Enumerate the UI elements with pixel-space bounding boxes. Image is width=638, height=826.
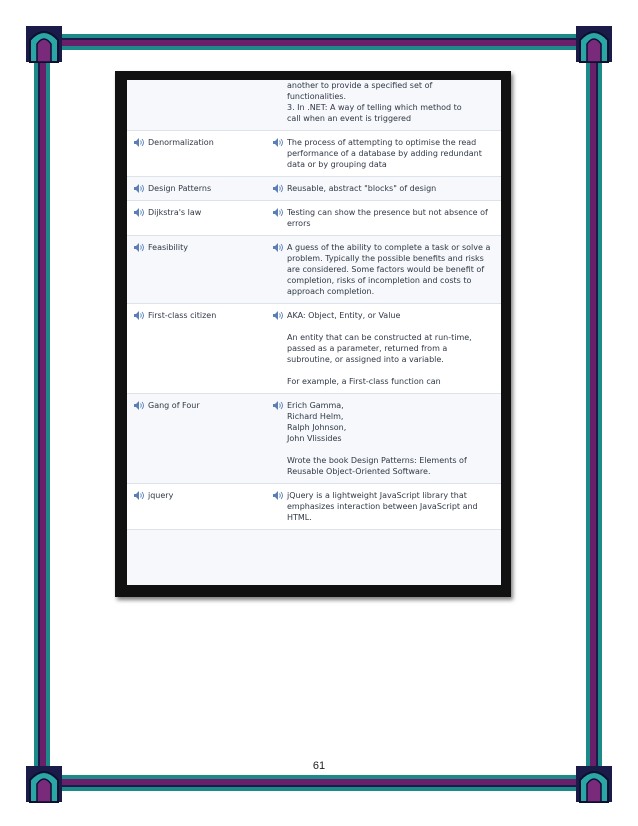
- speaker-icon[interactable]: [273, 491, 283, 500]
- border-left: [34, 52, 52, 774]
- definition-paragraph: For example, a First-class function can: [287, 377, 441, 386]
- definition: [287, 310, 493, 387]
- glossary-row: [127, 394, 501, 484]
- term-label: Feasibility: [148, 243, 188, 252]
- partial-definition: [287, 80, 462, 124]
- glossary-screenshot: [115, 71, 511, 597]
- partial-line: call when an event is triggered: [287, 114, 412, 123]
- speaker-icon[interactable]: [273, 401, 283, 410]
- definition-paragraph: Testing can show the presence but not absence of errors: [287, 208, 488, 228]
- definition: [287, 490, 493, 523]
- definition-paragraph: The process of attempting to optimise the read performance of a database by adding redundant data or by grouping data: [287, 138, 482, 169]
- glossary-table: [127, 80, 501, 585]
- term-label: Denormalization: [148, 138, 214, 147]
- definition-paragraph: AKA: Object, Entity, or Value: [287, 311, 401, 320]
- definition-paragraph: A guess of the ability to complete a task or solve a problem. Typically the possible benefits and risks are considered. Some factors would be benefit of completion, risks of incompletion and costs to approach completion.: [287, 243, 491, 296]
- speaker-icon[interactable]: [134, 401, 144, 410]
- glossary-row: [127, 131, 501, 177]
- border-top: [52, 34, 586, 52]
- term-label: Design Patterns: [148, 184, 212, 193]
- speaker-icon[interactable]: [134, 311, 144, 320]
- corner-ornament-top-right: [574, 24, 614, 64]
- definition: [287, 400, 493, 477]
- speaker-icon[interactable]: [273, 311, 283, 320]
- speaker-icon[interactable]: [273, 208, 283, 217]
- term-label: Gang of Four: [148, 401, 200, 410]
- partial-line: 3. In .NET: A way of telling which method to: [287, 103, 462, 112]
- definition-paragraph: An entity that can be constructed at run-time, passed as a parameter, returned from a subroutine, or assigned into a variable.: [287, 333, 472, 364]
- speaker-icon[interactable]: [134, 491, 144, 500]
- term-label: First-class citizen: [148, 311, 217, 320]
- partial-line: another to provide a specified set of: [287, 81, 433, 90]
- term-label: jquery: [148, 491, 174, 500]
- definition-paragraph: jQuery is a lightweight JavaScript library that emphasizes interaction between JavaScript and HTML.: [287, 491, 478, 522]
- glossary-row: [127, 304, 501, 394]
- speaker-icon[interactable]: [134, 208, 144, 217]
- definition: [287, 207, 493, 229]
- definition: [287, 137, 493, 170]
- border-bottom: [52, 775, 586, 793]
- glossary-row: [127, 236, 501, 304]
- speaker-icon[interactable]: [134, 138, 144, 147]
- definition: [287, 183, 436, 194]
- partial-line: functionalities.: [287, 92, 347, 101]
- border-right: [586, 52, 604, 774]
- speaker-icon[interactable]: [273, 184, 283, 193]
- definition-paragraph: Erich Gamma, Richard Helm, Ralph Johnson, John Vlissides: [287, 401, 347, 443]
- speaker-icon[interactable]: [134, 243, 144, 252]
- page-number: 61: [312, 760, 326, 772]
- definition-paragraph: Wrote the book Design Patterns: Elements of Reusable Object-Oriented Software.: [287, 456, 467, 476]
- glossary-row: [127, 177, 501, 201]
- definition: [287, 242, 493, 297]
- term-label: Dijkstra's law: [148, 208, 202, 217]
- speaker-icon[interactable]: [273, 243, 283, 252]
- glossary-row-partial: [127, 80, 501, 131]
- speaker-icon[interactable]: [134, 184, 144, 193]
- speaker-icon[interactable]: [273, 138, 283, 147]
- glossary-row: [127, 201, 501, 236]
- definition-paragraph: Reusable, abstract "blocks" of design: [287, 184, 437, 193]
- corner-ornament-top-left: [24, 24, 64, 64]
- glossary-row: [127, 484, 501, 530]
